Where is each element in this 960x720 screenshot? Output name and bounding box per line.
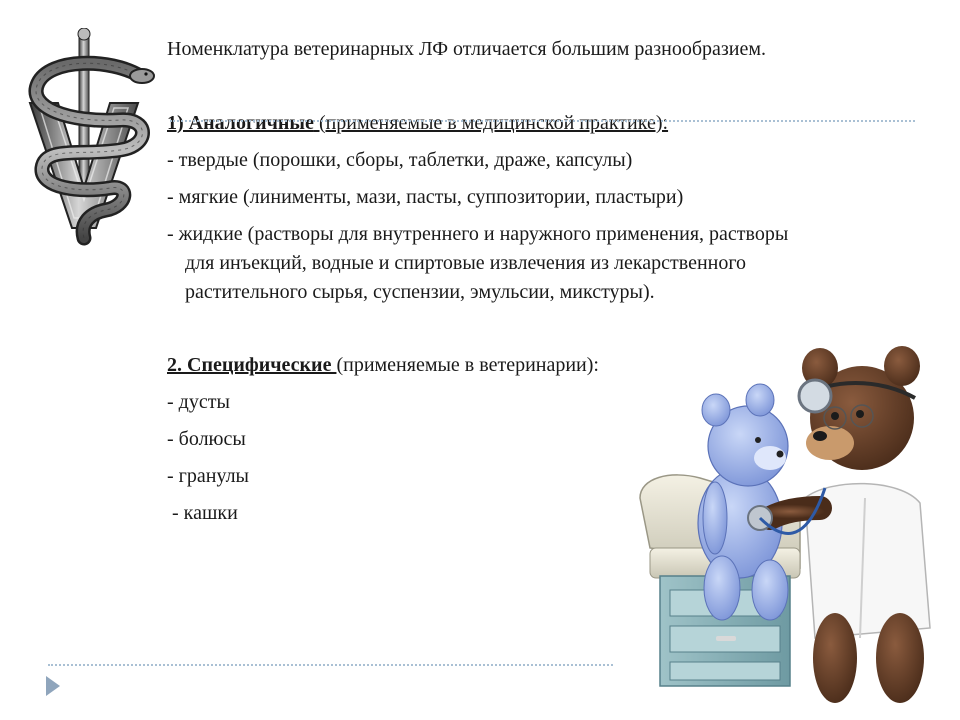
play-arrow-icon [46,676,60,696]
list-item: - мягкие (линименты, мази, пасты, суппозитории, пластыри) [167,186,684,208]
list-item: - гранулы [167,465,249,487]
divider-top [170,120,915,122]
divider-bottom [48,664,613,666]
section2-heading [167,352,599,378]
section2-heading-rest: (применяемые в ветеринарии): [336,354,599,376]
list-item-continuation: растительного сырья, суспензии, эмульсии, микстуры). [185,281,655,303]
list-item: - твердые (порошки, сборы, таблетки, драже, капсулы) [167,149,633,171]
section2-heading-bold: 2. Специфические [167,354,337,376]
veterinary-emblem-icon [10,28,160,248]
section1-heading-rest: (применяемые в медицинской практике): [313,112,669,134]
list-item: - жидкие (растворы для внутреннего и наружного применения, растворы [167,223,789,245]
list-item: - дусты [167,391,230,413]
list-item-continuation: для инъекций, водные и спиртовые извлечения из лекарственного [185,252,747,274]
section1-heading-bold: 1) Аналогичные [167,112,314,134]
bear-doctor-illustration [630,338,960,720]
list-item: - болюсы [167,428,246,450]
intro-text: Номенклатура ветеринарных ЛФ отличается большим разнообразием. [167,38,767,60]
list-item: - кашки [167,502,238,524]
section1-heading [167,110,668,136]
